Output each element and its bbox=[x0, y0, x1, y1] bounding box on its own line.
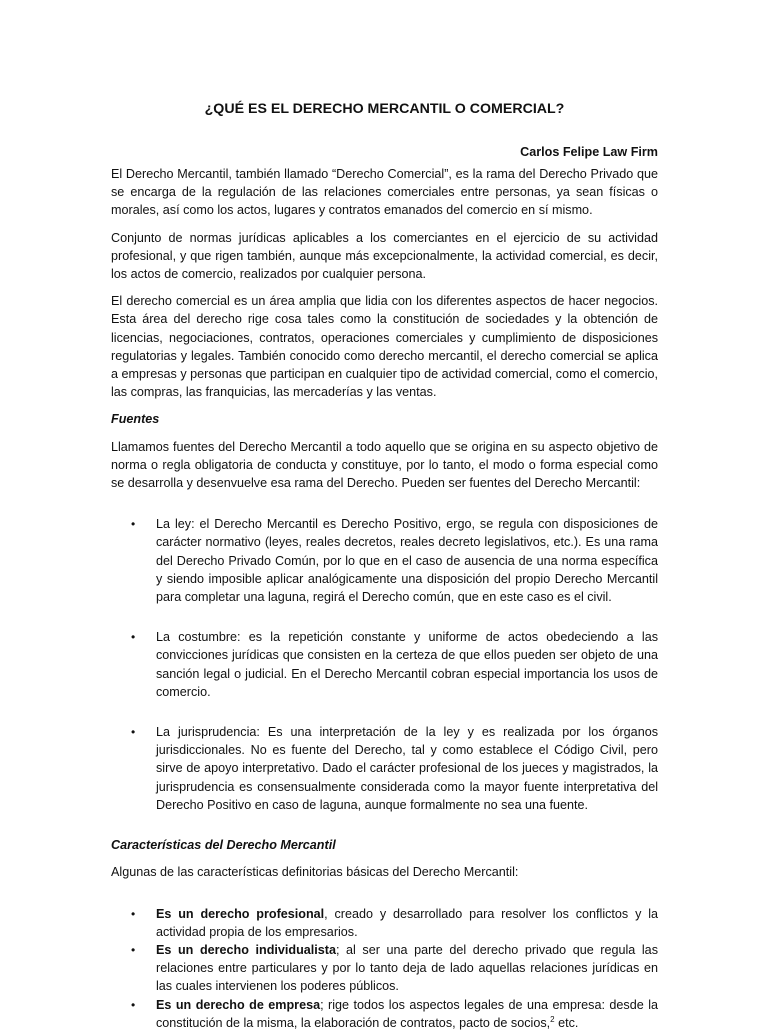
list-item-term: Es un derecho profesional bbox=[156, 906, 325, 921]
bullet-icon: • bbox=[131, 517, 136, 532]
list-item-term: Es un derecho individualista bbox=[156, 942, 336, 957]
footnote-marker: 2 bbox=[550, 1014, 555, 1024]
list-item-text: ; al ser una parte del derecho privado que regula las relaciones entre particulares y por lo tanto deja de lado aquellas relaciones jurídicas en las cuales intervienen los poderes públicos. bbox=[156, 942, 658, 994]
list-item-text: La costumbre: es la repetición constante y uniforme de actos obedeciendo a las convicciones jurídicas que consisten en la certeza de que ellos pueden ser objeto de una sanción legal o judicial. En el Derecho Mercantil cobran especial importancia los usos de comercio. bbox=[156, 630, 658, 699]
author-line: Carlos Felipe Law Firm bbox=[520, 145, 658, 159]
section-heading-caracteristicas: Características del Derecho Mercantil bbox=[111, 838, 336, 853]
bullet-icon: • bbox=[131, 942, 136, 957]
paragraph-scope: El derecho comercial es un área amplia que lidia con los diferentes aspectos de hacer negocios. Esta área del derecho rige cosa tales como la constitución de sociedades y la obtención de licencias, negociaciones, contratos, operaciones comerciales y cumplimiento de disposiciones regulatorias y legales. También conocido como derecho mercantil, el derecho comercial se aplica a empresas y personas que participan en cualquier tipo de actividad comercial, como el comercio, las compras, las franquicias, las mercaderías y las ventas. bbox=[111, 294, 658, 400]
list-item bbox=[111, 996, 658, 1032]
list-item bbox=[111, 723, 658, 814]
section-heading-fuentes: Fuentes bbox=[111, 412, 160, 427]
list-item-term: Es un derecho de empresa bbox=[156, 997, 321, 1012]
list-item-text: ; rige todos los aspectos legales de una empresa: desde la constitución de la misma, la elaboración de contratos, pacto de socios, bbox=[156, 997, 658, 1030]
bullet-icon: • bbox=[131, 630, 136, 645]
paragraph-definition: Conjunto de normas jurídicas aplicables a los comerciantes en el ejercicio de su actividad profesional, y que rigen también, aunque más excepcionalmente, la actividad comercial, es decir, los actos de comercio, realizados por cualquier persona. bbox=[111, 230, 658, 282]
list-item bbox=[111, 905, 658, 941]
document-title: ¿QUÉ ES EL DERECHO MERCANTIL O COMERCIAL? bbox=[204, 101, 565, 117]
list-item-text: , creado y desarrollado para resolver los conflictos y la actividad propia de los empresarios. bbox=[156, 906, 659, 939]
caracteristicas-list bbox=[111, 905, 658, 1032]
bullet-icon: • bbox=[131, 997, 136, 1012]
list-item bbox=[111, 515, 658, 606]
bullet-icon: • bbox=[131, 725, 136, 740]
list-item bbox=[111, 941, 658, 996]
list-item bbox=[111, 628, 658, 701]
list-item-text: La ley: el Derecho Mercantil es Derecho Positivo, ergo, se regula con disposiciones de carácter normativo (leyes, reales decretos, reales decreto legislativos, etc.). Es una rama del Derecho Privado Común, por lo que en el caso de ausencia de una norma específica y siendo imposible aplicar analógicamente una disposición del propio Derecho Mercantil para completar una laguna, regirá el Derecho común, que en este caso es el civil. bbox=[156, 517, 658, 605]
paragraph-intro: El Derecho Mercantil, también llamado “Derecho Comercial”, es la rama del Derecho Privado que se encarga de la regulación de las relaciones comerciales entre personas, ya sean físicas o morales, así como los actos, lugares y contratos emanados del comercio en sí mismo. bbox=[111, 167, 658, 218]
bullet-icon: • bbox=[131, 906, 136, 921]
list-item-text: La jurisprudencia: Es una interpretación de la ley y es realizada por los órganos jurisdiccionales. No es fuente del Derecho, tal y como establece el Código Civil, pero sirve de apoyo interpretativo. Dado el carácter profesional de los jueces y magistrados, la jurisprudencia es consensualmente considerada como la mayor fuente interpretativa del Derecho Positivo en caso de laguna, aunque formalmente no sea una fuente. bbox=[156, 725, 658, 812]
paragraph-caracteristicas-intro: Algunas de las características definitorias básicas del Derecho Mercantil: bbox=[111, 865, 519, 880]
fuentes-list bbox=[111, 515, 658, 814]
document-body bbox=[111, 165, 658, 1032]
list-item-tail: etc. bbox=[554, 1015, 579, 1030]
paragraph-fuentes-intro: Llamamos fuentes del Derecho Mercantil a todo aquello que se origina en su aspecto objetivo de norma o regla obligatoria de conducta y constituye, por lo tanto, el modo o forma especial como se desarrolla y desenvuelve esa rama del Derecho. Pueden ser fuentes del Derecho Mercantil: bbox=[111, 439, 658, 491]
